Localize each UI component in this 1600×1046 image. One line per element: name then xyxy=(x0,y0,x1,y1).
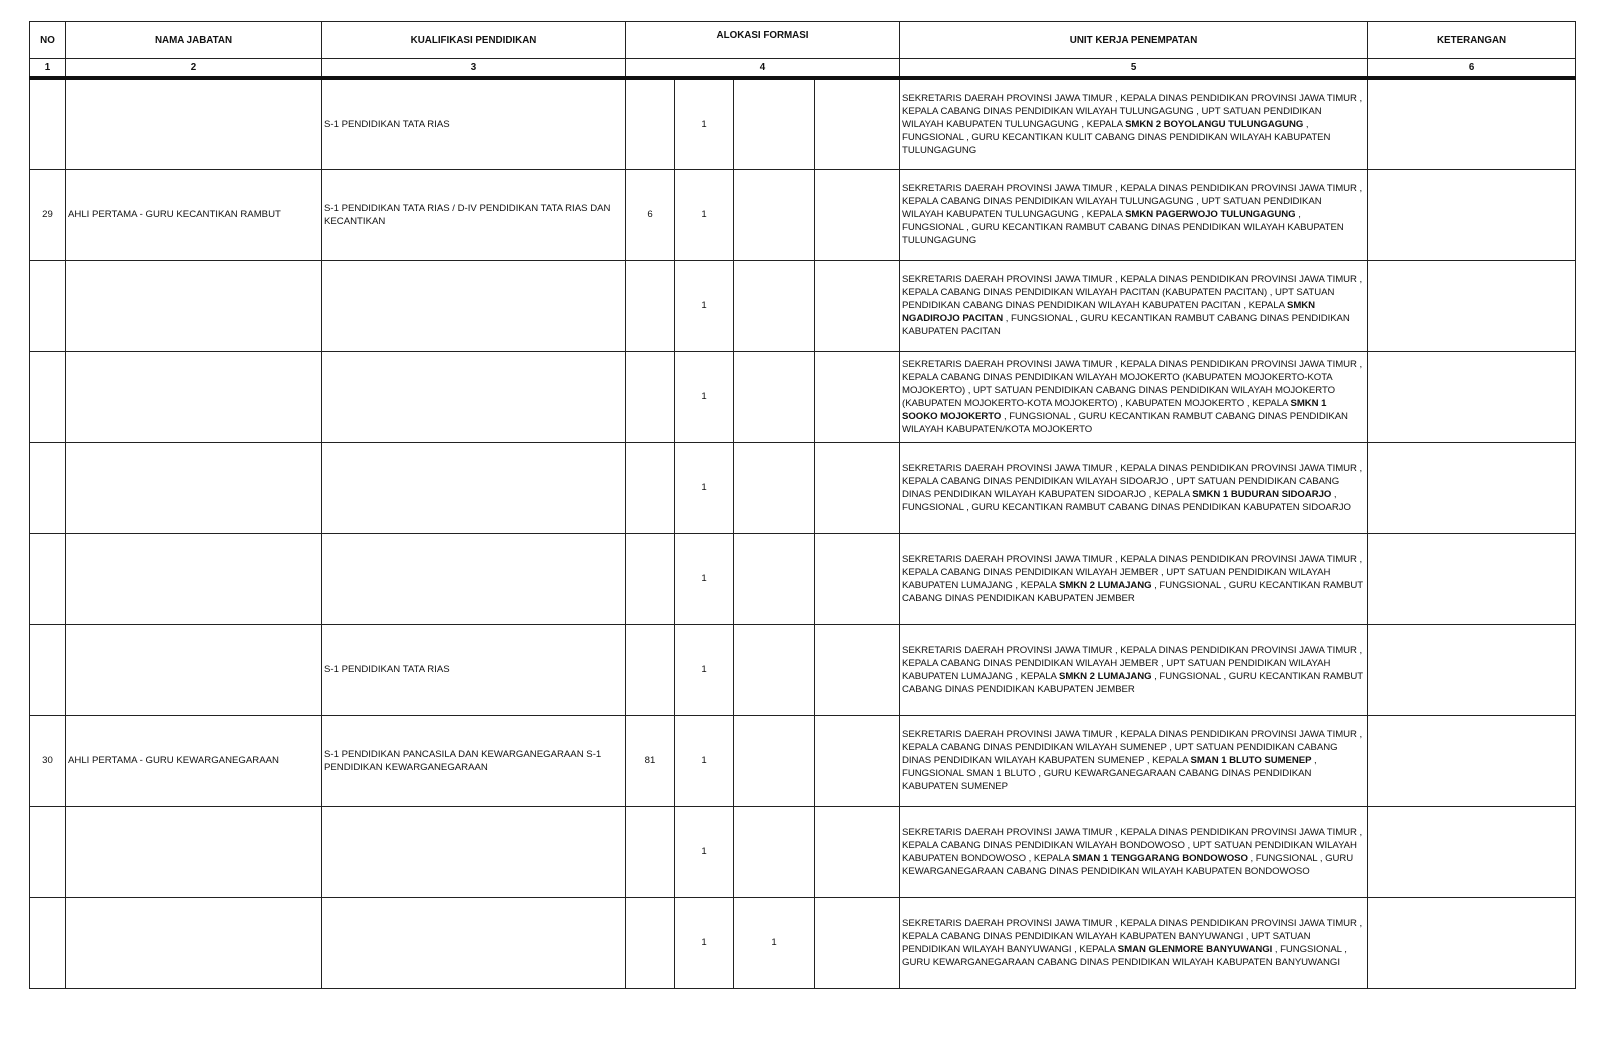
alokasi-cell: 1 xyxy=(675,169,734,260)
kualifikasi-cell xyxy=(322,351,626,442)
alokasi-cell xyxy=(815,169,900,260)
keterangan-cell xyxy=(1368,169,1576,260)
unit-kerja-text: , FUNGSIONAL , GURU KEWARGANEGARAAN CABANG DINAS PENDIDIKAN WILAYAH KABUPATEN BANYUWANGI xyxy=(902,943,1347,968)
alokasi-total-cell xyxy=(626,533,675,624)
nama-jabatan-cell: AHLI PERTAMA - GURU KEWARGANEGARAAN xyxy=(66,715,322,806)
unit-kerja-text: , FUNGSIONAL , GURU KEWARGANEGARAAN CABANG DINAS PENDIDIKAN WILAYAH KABUPATEN BONDOWOSO xyxy=(902,852,1354,877)
table-row xyxy=(30,442,1576,533)
alokasi-cell xyxy=(734,260,815,351)
unit-kerja-text: , FUNGSIONAL , GURU KECANTIKAN RAMBUT CABANG DINAS PENDIDIKAN KABUPATEN SIDOARJO xyxy=(902,488,1351,513)
row-number xyxy=(30,78,66,169)
alokasi-total-cell: 6 xyxy=(626,169,675,260)
alokasi-cell: 1 xyxy=(675,260,734,351)
kualifikasi-cell xyxy=(322,533,626,624)
unit-kerja-cell xyxy=(900,78,1368,169)
alokasi-cell xyxy=(734,442,815,533)
unit-kerja-text: SEKRETARIS DAERAH PROVINSI JAWA TIMUR , KEPALA DINAS PENDIDIKAN PROVINSI JAWA TIMUR , KEPALA CABANG DINAS PENDIDIKAN WILAYAH TULUNGAGUNG , UPT SATUAN PENDIDIKAN WILAYAH KABUPATEN TULUNGAGUNG , KEPALA xyxy=(902,183,1363,220)
nama-jabatan-cell: AHLI PERTAMA - GURU KECANTIKAN RAMBUT xyxy=(66,169,322,260)
alokasi-cell xyxy=(815,351,900,442)
keterangan-cell xyxy=(1368,897,1576,988)
nama-jabatan-cell xyxy=(66,260,322,351)
keterangan-cell xyxy=(1368,260,1576,351)
unit-kerja-text: , FUNGSIONAL , GURU KECANTIKAN KULIT CABANG DINAS PENDIDIKAN WILAYAH KABUPATEN TULUNGAGUNG xyxy=(902,118,1331,156)
unit-kerja-text: SEKRETARIS DAERAH PROVINSI JAWA TIMUR , KEPALA DINAS PENDIDIKAN PROVINSI JAWA TIMUR , KEPALA CABANG DINAS PENDIDIKAN WILAYAH SUMENEP , UPT SATUAN PENDIDIKAN CABANG DINAS PENDIDIKAN WILAYAH KABUPATEN SUMENEP , KEPALA xyxy=(902,729,1363,766)
table-row xyxy=(30,260,1576,351)
unit-kerja-school-name: SMKN 2 LUMAJANG xyxy=(1059,670,1152,682)
row-number xyxy=(30,806,66,897)
kualifikasi-cell: S-1 PENDIDIKAN TATA RIAS xyxy=(322,624,626,715)
table-row xyxy=(30,897,1576,988)
alokasi-cell xyxy=(815,260,900,351)
nama-jabatan-cell xyxy=(66,533,322,624)
table-row xyxy=(30,806,1576,897)
unit-kerja-text: , FUNGSIONAL , GURU KECANTIKAN RAMBUT CABANG DINAS PENDIDIKAN WILAYAH KABUPATEN/KOTA MOJOKERTO xyxy=(902,410,1348,435)
alokasi-cell: 1 xyxy=(734,897,815,988)
alokasi-cell xyxy=(734,78,815,169)
header-alokasi-formasi: ALOKASI FORMASI xyxy=(626,22,900,59)
unit-kerja-school-name: SMKN 2 LUMAJANG xyxy=(1059,579,1152,591)
alokasi-cell xyxy=(734,624,815,715)
keterangan-cell xyxy=(1368,715,1576,806)
kualifikasi-cell: S-1 PENDIDIKAN PANCASILA DAN KEWARGANEGARAAN S-1 PENDIDIKAN KEWARGANEGARAAN xyxy=(322,715,626,806)
table-row xyxy=(30,624,1576,715)
column-number: 1 xyxy=(30,59,66,79)
kualifikasi-cell xyxy=(322,442,626,533)
unit-kerja-school-name: SMKN PAGERWOJO TULUNGAGUNG xyxy=(1125,209,1296,220)
unit-kerja-cell xyxy=(900,806,1368,897)
unit-kerja-text: SEKRETARIS DAERAH PROVINSI JAWA TIMUR , KEPALA DINAS PENDIDIKAN PROVINSI JAWA TIMUR , KEPALA CABANG DINAS PENDIDIKAN WILAYAH JEMBER , UPT SATUAN PENDIDIKAN WILAYAH KABUPATEN LUMAJANG , KEPALA xyxy=(902,553,1363,591)
row-number xyxy=(30,624,66,715)
column-number: 5 xyxy=(900,59,1368,79)
alokasi-cell: 1 xyxy=(675,351,734,442)
unit-kerja-cell xyxy=(900,715,1368,806)
table-row xyxy=(30,78,1576,169)
kualifikasi-cell xyxy=(322,260,626,351)
alokasi-cell xyxy=(815,715,900,806)
alokasi-cell: 1 xyxy=(675,533,734,624)
column-number-row xyxy=(30,59,1576,79)
header-no: NO xyxy=(30,22,66,59)
column-number: 2 xyxy=(66,59,322,79)
row-number: 29 xyxy=(30,169,66,260)
alokasi-cell xyxy=(815,533,900,624)
unit-kerja-cell xyxy=(900,442,1368,533)
unit-kerja-cell xyxy=(900,169,1368,260)
alokasi-total-cell: 81 xyxy=(626,715,675,806)
keterangan-cell xyxy=(1368,624,1576,715)
unit-kerja-text: SEKRETARIS DAERAH PROVINSI JAWA TIMUR , KEPALA DINAS PENDIDIKAN PROVINSI JAWA TIMUR , KEPALA CABANG DINAS PENDIDIKAN WILAYAH KABUPATEN BANYUWANGI , UPT SATUAN PENDIDIKAN WILAYAH BANYUWANGI , KEPALA xyxy=(902,917,1363,955)
row-number xyxy=(30,897,66,988)
unit-kerja-text: , FUNGSIONAL , GURU KECANTIKAN RAMBUT CABANG DINAS PENDIDIKAN WILAYAH KABUPATEN TULUNGAGUNG xyxy=(902,209,1344,246)
column-number: 3 xyxy=(322,59,626,79)
unit-kerja-school-name: SMKN 1 BUDURAN SIDOARJO xyxy=(1192,488,1332,500)
alokasi-cell xyxy=(734,533,815,624)
keterangan-cell xyxy=(1368,351,1576,442)
keterangan-cell xyxy=(1368,442,1576,533)
keterangan-cell xyxy=(1368,806,1576,897)
unit-kerja-school-name: SMAN 1 BLUTO SUMENEP xyxy=(1190,755,1312,766)
alokasi-cell xyxy=(815,78,900,169)
alokasi-total-cell xyxy=(626,897,675,988)
nama-jabatan-cell xyxy=(66,442,322,533)
nama-jabatan-cell xyxy=(66,78,322,169)
alokasi-cell: 1 xyxy=(675,897,734,988)
alokasi-total-cell xyxy=(626,260,675,351)
unit-kerja-text: SEKRETARIS DAERAH PROVINSI JAWA TIMUR , KEPALA DINAS PENDIDIKAN PROVINSI JAWA TIMUR , KEPALA CABANG DINAS PENDIDIKAN WILAYAH SIDOARJO , UPT SATUAN PENDIDIKAN CABANG DINAS PENDIDIKAN WILAYAH KABUPATEN SIDOARJO , KEPALA xyxy=(902,462,1363,500)
row-number xyxy=(30,442,66,533)
alokasi-cell xyxy=(815,897,900,988)
alokasi-total-cell xyxy=(626,806,675,897)
header-kualifikasi: KUALIFIKASI PENDIDIKAN xyxy=(322,22,626,59)
unit-kerja-text: , FUNGSIONAL SMAN 1 BLUTO , GURU KEWARGANEGARAAN CABANG DINAS PENDIDIKAN KABUPATEN SUMENEP xyxy=(902,755,1317,792)
header-keterangan: KETERANGAN xyxy=(1368,22,1576,59)
kualifikasi-cell: S-1 PENDIDIKAN TATA RIAS / D-IV PENDIDIKAN TATA RIAS DAN KECANTIKAN xyxy=(322,169,626,260)
row-number: 30 xyxy=(30,715,66,806)
unit-kerja-text: SEKRETARIS DAERAH PROVINSI JAWA TIMUR , KEPALA DINAS PENDIDIKAN PROVINSI JAWA TIMUR , KEPALA CABANG DINAS PENDIDIKAN WILAYAH TULUNGAGUNG , UPT SATUAN PENDIDIKAN WILAYAH KABUPATEN TULUNGAGUNG , KEPALA xyxy=(902,92,1363,130)
column-number: 6 xyxy=(1368,59,1576,79)
kualifikasi-cell xyxy=(322,806,626,897)
alokasi-total-cell xyxy=(626,351,675,442)
alokasi-cell: 1 xyxy=(675,806,734,897)
formasi-table xyxy=(29,21,1576,989)
table-row xyxy=(30,715,1576,806)
alokasi-cell xyxy=(734,715,815,806)
kualifikasi-cell: S-1 PENDIDIKAN TATA RIAS xyxy=(322,78,626,169)
alokasi-cell: 1 xyxy=(675,78,734,169)
alokasi-total-cell xyxy=(626,78,675,169)
unit-kerja-school-name: SMAN GLENMORE BANYUWANGI xyxy=(1117,943,1273,955)
row-number xyxy=(30,260,66,351)
nama-jabatan-cell xyxy=(66,351,322,442)
keterangan-cell xyxy=(1368,78,1576,169)
nama-jabatan-cell xyxy=(66,806,322,897)
table-row xyxy=(30,351,1576,442)
table-row xyxy=(30,533,1576,624)
unit-kerja-school-name: SMKN 1 SOOKO MOJOKERTO xyxy=(902,397,1327,422)
keterangan-cell xyxy=(1368,533,1576,624)
nama-jabatan-cell xyxy=(66,624,322,715)
nama-jabatan-cell xyxy=(66,897,322,988)
alokasi-cell: 1 xyxy=(675,624,734,715)
alokasi-total-cell xyxy=(626,442,675,533)
header-row xyxy=(30,22,1576,59)
unit-kerja-cell xyxy=(900,351,1368,442)
unit-kerja-cell xyxy=(900,260,1368,351)
header-nama-jabatan: NAMA JABATAN xyxy=(66,22,322,59)
unit-kerja-text: SEKRETARIS DAERAH PROVINSI JAWA TIMUR , KEPALA DINAS PENDIDIKAN PROVINSI JAWA TIMUR , KEPALA CABANG DINAS PENDIDIKAN WILAYAH BONDOWOSO , UPT SATUAN PENDIDIKAN WILAYAH KABUPATEN BONDOWOSO , KEPALA xyxy=(902,826,1363,864)
unit-kerja-school-name: SMKN 2 BOYOLANGU TULUNGAGUNG xyxy=(1125,118,1304,130)
column-number: 4 xyxy=(626,59,900,79)
alokasi-cell xyxy=(815,624,900,715)
alokasi-cell: 1 xyxy=(675,715,734,806)
table-row xyxy=(30,169,1576,260)
unit-kerja-cell xyxy=(900,624,1368,715)
unit-kerja-text: SEKRETARIS DAERAH PROVINSI JAWA TIMUR , KEPALA DINAS PENDIDIKAN PROVINSI JAWA TIMUR , KEPALA CABANG DINAS PENDIDIKAN WILAYAH PACITAN (KABUPATEN PACITAN) , UPT SATUAN PENDIDIKAN CABANG DINAS PENDIDIKAN WILAYAH KABUPATEN PACITAN , KEPALA xyxy=(902,274,1363,311)
alokasi-cell xyxy=(734,351,815,442)
alokasi-cell xyxy=(815,442,900,533)
alokasi-cell xyxy=(734,169,815,260)
unit-kerja-cell xyxy=(900,897,1368,988)
alokasi-total-cell xyxy=(626,624,675,715)
unit-kerja-text: , FUNGSIONAL , GURU KECANTIKAN RAMBUT CABANG DINAS PENDIDIKAN KABUPATEN JEMBER xyxy=(902,670,1363,695)
alokasi-cell xyxy=(734,806,815,897)
unit-kerja-cell xyxy=(900,533,1368,624)
unit-kerja-text: , FUNGSIONAL , GURU KECANTIKAN RAMBUT CABANG DINAS PENDIDIKAN KABUPATEN JEMBER xyxy=(902,579,1363,604)
unit-kerja-text: SEKRETARIS DAERAH PROVINSI JAWA TIMUR , KEPALA DINAS PENDIDIKAN PROVINSI JAWA TIMUR , KEPALA CABANG DINAS PENDIDIKAN WILAYAH JEMBER , UPT SATUAN PENDIDIKAN WILAYAH KABUPATEN LUMAJANG , KEPALA xyxy=(902,644,1363,682)
row-number xyxy=(30,533,66,624)
alokasi-cell: 1 xyxy=(675,442,734,533)
unit-kerja-text: , FUNGSIONAL , GURU KECANTIKAN RAMBUT CABANG DINAS PENDIDIKAN KABUPATEN PACITAN xyxy=(902,313,1350,337)
unit-kerja-school-name: SMKN NGADIROJO PACITAN xyxy=(902,300,1316,324)
kualifikasi-cell xyxy=(322,897,626,988)
row-number xyxy=(30,351,66,442)
header-unit-kerja: UNIT KERJA PENEMPATAN xyxy=(900,22,1368,59)
unit-kerja-school-name: SMAN 1 TENGGARANG BONDOWOSO xyxy=(1072,852,1248,864)
unit-kerja-text: SEKRETARIS DAERAH PROVINSI JAWA TIMUR , KEPALA DINAS PENDIDIKAN PROVINSI JAWA TIMUR , KEPALA CABANG DINAS PENDIDIKAN WILAYAH MOJOKERTO (KABUPATEN MOJOKERTO-KOTA MOJOKERTO) , UPT SATUAN PENDIDIKAN CABANG DINAS PENDIDIKAN WILAYAH MOJOKERTO (KABUPATEN MOJOKERTO-KOTA MOJOKERTO) , KABUPATEN MOJOKERTO , KEPALA xyxy=(902,358,1363,409)
alokasi-cell xyxy=(815,806,900,897)
